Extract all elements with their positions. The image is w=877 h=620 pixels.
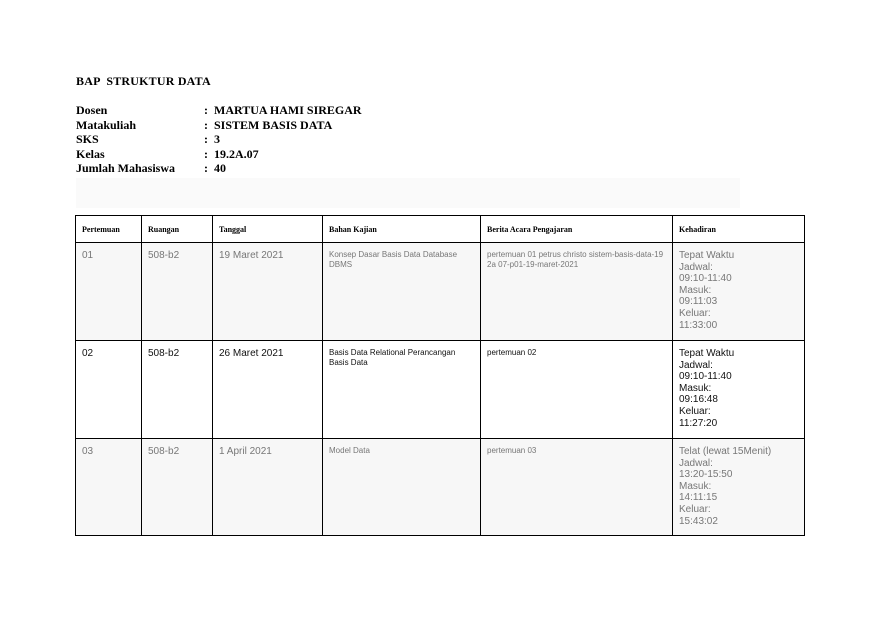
course-info <box>76 103 362 176</box>
cell-ruangan: 508-b2 <box>142 243 213 341</box>
attendance-out-label: Keluar: <box>679 503 711 515</box>
cell-bahan-kajian: Model Data <box>323 439 481 536</box>
attendance-in-time: 09:16:48 <box>679 394 718 406</box>
header-pertemuan: Pertemuan <box>76 216 142 243</box>
header-tanggal: Tanggal <box>213 216 323 243</box>
attendance-in-time: 09:11:03 <box>679 296 718 308</box>
info-value-sks: 3 <box>214 132 220 146</box>
attendance-out-time: 11:27:20 <box>679 417 718 429</box>
attendance-status: Telat (lewat 15Menit) <box>679 446 772 457</box>
info-value-kelas: 19.2A.07 <box>214 146 259 161</box>
attendance-in-time: 14:11:15 <box>679 492 718 504</box>
attendance-schedule: 09:10-11:40 <box>679 371 732 383</box>
cell-berita-acara: pertemuan 01 petrus christo sistem-basis-data-19 2a 07-p01-19-maret-2021 <box>481 243 673 341</box>
info-label: Jumlah Mahasiswa <box>76 161 176 175</box>
table-header-row <box>76 216 805 243</box>
cell-kehadiran <box>673 439 805 536</box>
info-row-dosen <box>76 103 362 118</box>
info-value-dosen: MARTUA HAMI SIREGAR <box>214 103 362 117</box>
cell-tanggal: 19 Maret 2021 <box>213 243 323 341</box>
info-separator: : <box>204 146 208 161</box>
info-row-sks <box>76 132 362 147</box>
info-label: Kelas <box>76 146 105 161</box>
table-row <box>76 439 805 536</box>
cell-bahan-kajian: Basis Data Relational Perancangan Basis Data <box>323 341 481 439</box>
cell-kehadiran <box>673 243 805 341</box>
info-value-matakuliah: SISTEM BASIS DATA <box>214 117 333 132</box>
header-bahan-kajian: Bahan Kajian <box>323 216 481 243</box>
cell-berita-acara: pertemuan 03 <box>481 439 673 536</box>
attendance-schedule-label: Jadwal: <box>679 457 713 469</box>
attendance-out-time: 11:33:00 <box>679 319 718 331</box>
cell-ruangan: 508-b2 <box>142 341 213 439</box>
info-separator: : <box>204 117 208 132</box>
table-row <box>76 341 805 439</box>
info-label: Dosen <box>76 103 108 117</box>
attendance-schedule-label: Jadwal: <box>679 261 713 273</box>
attendance-in-label: Masuk: <box>679 284 712 296</box>
attendance-status: Tepat Waktu <box>679 348 735 359</box>
attendance-schedule-label: Jadwal: <box>679 359 713 371</box>
attendance-schedule: 13:20-15:50 <box>679 469 733 481</box>
attendance-in-label: Masuk: <box>679 382 712 394</box>
info-label: Matakuliah <box>76 117 137 132</box>
header-berita-acara: Berita Acara Pengajaran <box>481 216 673 243</box>
info-row-matakuliah <box>76 118 362 133</box>
header-ruangan: Ruangan <box>142 216 213 243</box>
info-separator: : <box>204 161 208 175</box>
cell-bahan-kajian: Konsep Dasar Basis Data Database DBMS <box>323 243 481 341</box>
info-row-kelas <box>76 147 362 162</box>
attendance-table <box>75 215 805 536</box>
document-title: BAP STRUKTUR DATA <box>76 74 211 88</box>
cell-kehadiran <box>673 341 805 439</box>
attendance-in-label: Masuk: <box>679 480 712 492</box>
cell-ruangan: 508-b2 <box>142 439 213 536</box>
info-separator: : <box>204 132 208 146</box>
cell-tanggal: 26 Maret 2021 <box>213 341 323 439</box>
info-row-jumlah-mahasiswa <box>76 161 362 176</box>
attendance-out-label: Keluar: <box>679 307 711 319</box>
info-separator: : <box>204 103 208 117</box>
cell-tanggal: 1 April 2021 <box>213 439 323 536</box>
info-value-jumlah-mahasiswa: 40 <box>214 161 226 175</box>
cell-pertemuan: 02 <box>76 341 142 439</box>
attendance-out-label: Keluar: <box>679 405 711 417</box>
cell-pertemuan: 03 <box>76 439 142 536</box>
header-kehadiran: Kehadiran <box>673 216 805 243</box>
blank-band <box>76 178 740 208</box>
cell-pertemuan: 01 <box>76 243 142 341</box>
cell-berita-acara: pertemuan 02 <box>481 341 673 439</box>
info-label: SKS <box>76 132 99 146</box>
table-row <box>76 243 805 341</box>
attendance-schedule: 09:10-11:40 <box>679 273 732 285</box>
attendance-out-time: 15:43:02 <box>679 515 718 527</box>
attendance-status: Tepat Waktu <box>679 250 735 261</box>
